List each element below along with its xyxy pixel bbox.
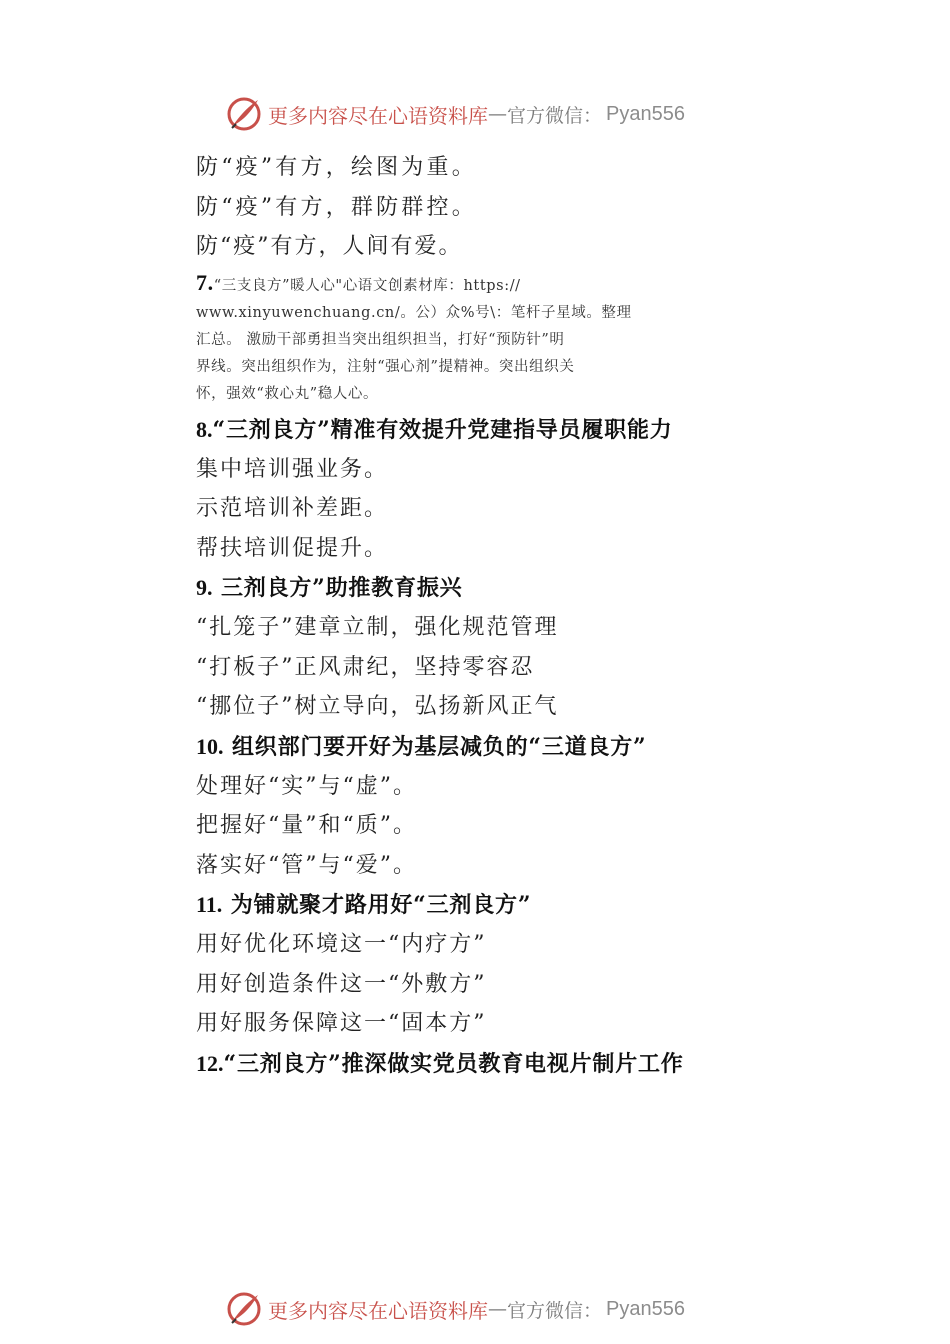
- watermark-footer: [226, 1289, 685, 1329]
- watermark-brand: 更多内容尽在心语资料库: [268, 103, 488, 128]
- item-7-number: 7.: [196, 269, 214, 295]
- text-line: 示范培训补差距。: [196, 496, 389, 521]
- text-line: “打板子”正风肃纪，坚持零容忍: [196, 654, 535, 680]
- text-line: 用好服务保障这一“固本方”: [196, 1011, 487, 1036]
- item-7-line-3: 汇总。 激励干部勇担当突出组织担当，打好“预防针”明: [196, 331, 565, 348]
- text-line: 用好优化环境这一“内疗方”: [196, 932, 487, 957]
- text-line: 防“疫”有方，绘图为重。: [196, 155, 477, 180]
- item-10-heading: 10. 组织部门要开好为基层减负的“三道良方”: [196, 733, 647, 760]
- watermark-account: Pyan556: [606, 102, 685, 125]
- item-11-heading: 11. 为铺就聚才路用好“三剂良方”: [196, 892, 532, 918]
- item-7-block: [196, 269, 796, 408]
- text-line: 把握好“量”和“质”。: [196, 813, 417, 838]
- text-line: 帮扶培训促提升。: [196, 535, 389, 561]
- item-7-line-4: 界线。突出组织作为，注射“强心剂”提精神。突出组织关: [196, 358, 575, 375]
- item-8-heading: 8.“三剂良方”精准有效提升党建指导员履职能力: [196, 416, 673, 443]
- text-line: “挪位子”树立导向，弘扬新风正气: [196, 694, 559, 719]
- watermark-account: Pyan556: [606, 1297, 685, 1320]
- watermark-channel: 官方微信：: [507, 1299, 603, 1322]
- text-line: 防“疫”有方，人间有爱。: [196, 234, 463, 259]
- item-7-line-5: 怀，强效“救心丸”稳人心。: [196, 385, 379, 402]
- watermark-separator: —: [488, 103, 507, 125]
- text-line: “扎笼子”建章立制，强化规范管理: [196, 615, 559, 640]
- text-line: 处理好“实”与“虚”。: [196, 773, 417, 799]
- quill-logo-icon: [226, 96, 262, 132]
- text-line: 落实好“管”与“爱”。: [196, 852, 417, 878]
- watermark-brand: 更多内容尽在心语资料库: [268, 1298, 488, 1323]
- text-line: 防“疫”有方，群防群控。: [196, 194, 477, 220]
- watermark-separator: —: [488, 1298, 507, 1320]
- item-7-line-2: www.xinyuwenchuang.cn/。公）众%号\：笔杆子星域。整理: [196, 304, 632, 321]
- item-9-heading: 9. 三剂良方”助推教育振兴: [196, 575, 463, 601]
- item-12-heading: 12.“三剂良方”推深做实党员教育电视片制片工作: [196, 1050, 684, 1077]
- text-line: 用好创造条件这一“外敷方”: [196, 971, 487, 997]
- text-line: 集中培训强业务。: [196, 456, 389, 482]
- item-7-line-1: 7.“三支良方”暖人心"心语文创素材库：https://: [196, 269, 521, 295]
- quill-logo-icon: [226, 1291, 262, 1327]
- watermark-header: [226, 94, 685, 134]
- document-body: [196, 148, 796, 1084]
- watermark-channel: 官方微信：: [507, 104, 603, 127]
